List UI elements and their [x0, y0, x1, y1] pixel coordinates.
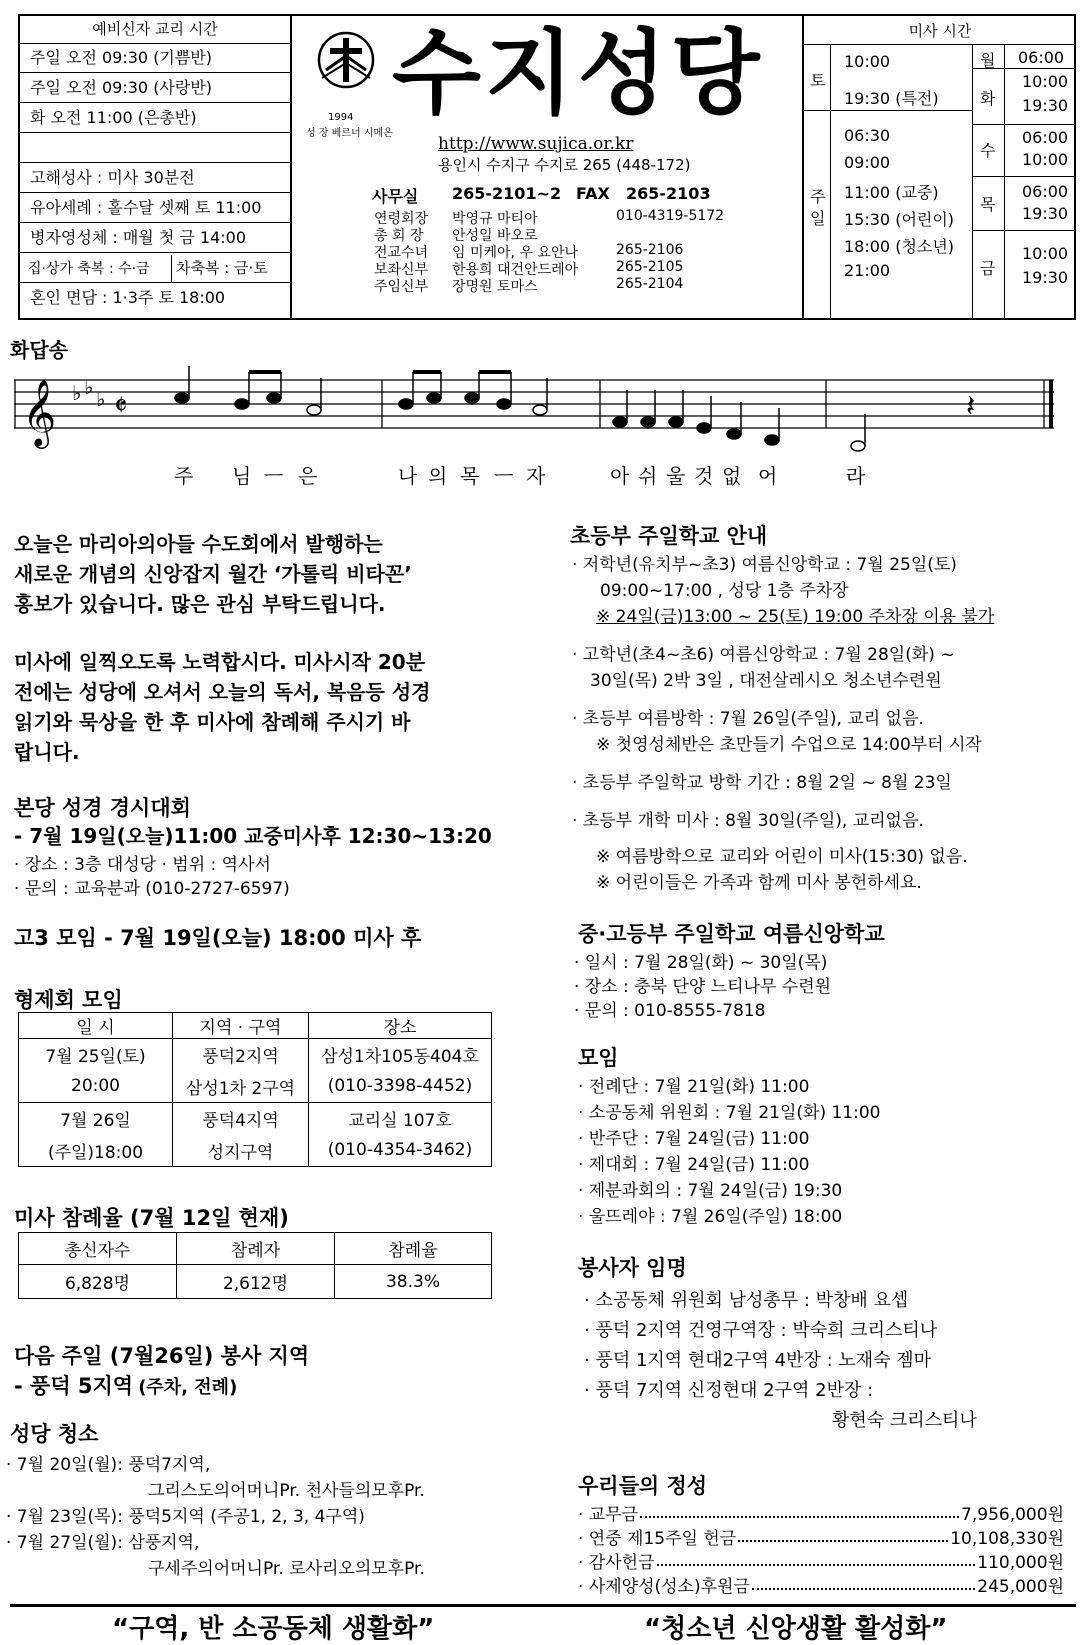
staff-phone: 265-2105: [616, 259, 684, 275]
confession-row: 고해성사 : 미사 30분전: [20, 164, 290, 193]
mass-notice-line: 읽기와 묵상을 한 후 미사에 참례해 주시기 바: [14, 710, 411, 734]
house-blessing: 집·상가 축복 : 수·금: [20, 255, 172, 283]
bulletin-header: [18, 14, 1076, 320]
staff-phone: 010-4319-5172: [616, 208, 725, 224]
offering-row: [578, 1572, 1064, 1596]
table-header: 지역 · 구역: [173, 1013, 309, 1039]
weekday-label: 월: [980, 51, 996, 70]
fax-number: 265-2103: [626, 184, 711, 203]
elementary-line: · 고학년(초4~초6) 여름신앙학교 : 7월 28일(화) ~: [572, 645, 955, 665]
staff-name: 박영규 마티아: [452, 211, 538, 227]
parish-address: 용인시 수지구 수지로 265 (448-172): [438, 156, 691, 174]
staff-role: 전교수녀: [374, 245, 429, 261]
intro-line: 오늘은 마리아의아들 수도회에서 발행하는: [14, 532, 383, 556]
cleaning-line: · 7월 23일(목): 풍덕5지역 (주공1, 2, 3, 4구역): [6, 1507, 365, 1527]
staff-role: 총 회 장: [374, 228, 424, 244]
attendance-table: [18, 1232, 492, 1299]
elementary-line: 09:00~17:00 , 성당 1층 주차장: [600, 581, 849, 601]
next-service-area-note: (주차, 전례): [138, 1377, 238, 1398]
staff-name: 임 미케아, 우 요안나: [452, 245, 578, 261]
lyric-syllable: 울: [666, 464, 686, 488]
fax-label: FAX: [576, 184, 610, 203]
sun-time: 21:00: [844, 261, 891, 280]
elementary-line: · 초등부 주일학교 방학 기간 : 8월 2일 ~ 8월 23일: [572, 773, 952, 793]
attendance-title: 미사 참례율 (7월 12일 현재): [14, 1206, 289, 1230]
elementary-line: 30일(목) 2박 3일 , 대전살레시오 청소년수련원: [590, 671, 942, 691]
mass-notice-line: 미사에 일찍오도록 노력합시다. 미사시작 20분: [14, 650, 426, 674]
meeting-line: · 반주단 : 7월 24일(금) 11:00: [578, 1129, 810, 1149]
table-cell: 교리실 107호: [309, 1103, 492, 1135]
svg-text:𝄵: 𝄵: [114, 389, 128, 424]
svg-text:♭: ♭: [72, 381, 82, 405]
elementary-line: ※ 어린이들은 가족과 함께 미사 봉헌하세요.: [596, 873, 922, 893]
staff-role: 연령회장: [374, 211, 429, 227]
elementary-line: ※ 24일(금)13:00 ~ 25(토) 19:00 주차장 이용 불가: [596, 607, 995, 627]
footer-motto-left: “구역, 반 소공동체 생활화”: [112, 1614, 435, 1644]
intro-line: 홍보가 있습니다. 많은 관심 부탁드립니다.: [14, 592, 386, 616]
appointment-line: · 풍덕 2지역 건영구역장 : 박숙희 크리스티나: [584, 1320, 938, 1341]
sun-label: 주일: [810, 187, 826, 228]
sick-communion-row: 병자영성체 : 매월 첫 금 14:00: [20, 224, 290, 253]
sat-label: 토: [810, 71, 826, 90]
table-cell: 38.3%: [335, 1265, 492, 1299]
brothers-title: 형제회 모임: [14, 988, 123, 1012]
table-cell: 삼성1차105동404호: [309, 1039, 492, 1071]
weekday-time: 06:00: [1018, 48, 1065, 67]
lyric-syllable: ㅡ: [494, 464, 514, 488]
cleaning-line: · 7월 27일(월): 삼풍지역,: [6, 1533, 200, 1553]
table-header: 참례율: [335, 1233, 492, 1265]
offering-row: [578, 1524, 1064, 1548]
offering-label: · 감사헌금: [578, 1553, 655, 1573]
sun-time: 11:00 (교중): [844, 183, 939, 202]
table-header: 참례자: [177, 1233, 335, 1265]
table-header: 일 시: [19, 1013, 173, 1039]
weekday-label: 화: [980, 89, 996, 108]
table-cell: 삼성1차 2구역: [173, 1071, 309, 1103]
table-cell: (주일)18:00: [19, 1135, 173, 1167]
cleaning-title: 성당 청소: [10, 1422, 99, 1446]
meeting-line: · 울뜨레야 : 7월 26일(주일) 18:00: [578, 1207, 843, 1227]
mass-notice-line: 랍니다.: [14, 740, 80, 764]
weekday-label: 수: [980, 141, 996, 160]
middle-high-line: · 장소 : 충북 단양 느티나무 수련원: [574, 977, 832, 997]
svg-text:𝄽: 𝄽: [966, 389, 976, 424]
meetings-title: 모임: [578, 1046, 619, 1070]
elementary-title: 초등부 주일학교 안내: [570, 524, 768, 548]
elementary-line: ※ 첫영성체반은 초만들기 수업으로 14:00부터 시작: [596, 735, 982, 755]
lyric-syllable: 나: [398, 464, 418, 488]
svg-text:♭: ♭: [96, 387, 106, 411]
next-service-title: 다음 주일 (7월26일) 봉사 지역: [14, 1344, 310, 1368]
next-service-area: [14, 1370, 237, 1400]
elementary-line: · 초등부 개학 미사 : 8월 30일(주일), 교리없음.: [572, 811, 924, 831]
offering-amount: 110,000원: [977, 1553, 1064, 1573]
catechism-row-1: 주일 오전 09:30 (기쁨반): [20, 44, 290, 73]
marriage-row: 혼인 면담 : 1·3주 토 18:00: [30, 288, 226, 307]
intro-line: 새로운 개념의 신앙잡지 월간 ‘가톨릭 비타꼰’: [14, 562, 412, 586]
lyric-syllable: ㅡ: [264, 464, 284, 488]
parish-logo-icon: [316, 30, 376, 116]
bible-contest-date: - 7월 19일(오늘)11:00 교중미사후 12:30~13:20: [14, 824, 492, 848]
parish-url[interactable]: http://www.sujica.or.kr: [438, 134, 634, 154]
elementary-line: · 저학년(유치부~초3) 여름신앙학교 : 7월 25일(토): [572, 555, 957, 575]
catechism-row-2: 주일 오전 09:30 (사랑반): [20, 74, 290, 103]
middle-high-title: 중·고등부 주일학교 여름신앙학교: [578, 922, 885, 946]
lyric-syllable: 목: [460, 464, 480, 488]
lyric-syllable: 은: [298, 464, 318, 488]
offering-title: 우리들의 정성: [578, 1474, 708, 1498]
offering-amount: 10,108,330원: [950, 1529, 1064, 1549]
meeting-line: · 제분과회의 : 7월 24일(금) 19:30: [578, 1181, 843, 1201]
next-service-area-name: - 풍덕 5지역: [14, 1374, 134, 1398]
svg-text:𝄞: 𝄞: [22, 378, 57, 446]
catechism-row-3: 화 오전 11:00 (은총반): [20, 104, 290, 133]
mass-notice-line: 전에는 성당에 오셔서 오늘의 독서, 복음등 성경: [14, 680, 431, 704]
lyric-syllable: 님: [232, 464, 252, 488]
weekday-time: 19:30: [1022, 96, 1069, 115]
svg-text:♭: ♭: [84, 375, 94, 399]
parish-info: [292, 16, 802, 318]
weekday-time: 06:00: [1022, 128, 1069, 147]
weekday-label: 금: [980, 259, 996, 278]
lyric-syllable: 라: [846, 464, 866, 488]
bible-contest-contact: · 문의 : 교육분과 (010-2727-6597): [14, 879, 290, 899]
staff-name: 안성일 바오로: [452, 228, 538, 244]
table-cell: 6,828명: [19, 1265, 177, 1299]
parish-title: 수지성당: [392, 20, 764, 127]
lyric-syllable: 어: [758, 464, 778, 488]
weekday-time: 19:30: [1022, 268, 1069, 287]
offering-row: [578, 1548, 1064, 1572]
weekday-time: 06:00: [1022, 182, 1069, 201]
footer-motto-right: “청소년 신앙생활 활성화”: [644, 1614, 948, 1644]
sat-time: 19:30 (특전): [844, 89, 939, 108]
sat-time: 10:00: [844, 52, 891, 71]
cleaning-line: 구세주의어머니Pr. 로사리오의모후Pr.: [148, 1559, 425, 1579]
meeting-line: · 소공동체 위원회 : 7월 21일(화) 11:00: [578, 1103, 881, 1123]
staff-phone: 265-2106: [616, 242, 684, 258]
baptism-row: 유아세례 : 홀수달 셋째 토 11:00: [20, 194, 290, 223]
weekday-time: 10:00: [1022, 72, 1069, 91]
logo-caption: 성 장 베르너 시메온: [306, 128, 393, 139]
elementary-line: · 초등부 여름방학 : 7월 26일(주일), 교리 없음.: [572, 709, 924, 729]
mass-times-box: [802, 16, 1076, 318]
lyric-syllable: 것: [694, 464, 714, 488]
middle-high-line: · 문의 : 010-8555-7818: [574, 1001, 766, 1021]
catechism-title: 예비신자 교리 시간: [20, 16, 290, 44]
table-cell: 7월 25일(토): [19, 1039, 173, 1071]
staff-role: 보좌신부: [374, 262, 429, 278]
offering-label: · 교무금: [578, 1505, 639, 1525]
lyric-syllable: 아: [610, 464, 630, 488]
elementary-line: ※ 여름방학으로 교리와 어린이 미사(15:30) 없음.: [596, 847, 968, 867]
lyric-syllable: 의: [428, 464, 448, 488]
table-header: 장소: [309, 1013, 492, 1039]
catechism-row-blank: [20, 134, 290, 163]
table-cell: 풍덕4지역: [173, 1103, 309, 1135]
blessing-row: [20, 254, 290, 283]
logo-year: 1994: [328, 112, 354, 123]
middle-high-line: · 일시 : 7월 28일(화) ~ 30일(목): [574, 953, 828, 973]
office-label: 사무실: [372, 187, 419, 206]
appointment-line: · 풍덕 7지역 신정현대 2구역 2반장 :: [584, 1380, 874, 1401]
car-blessing: 차축복 : 금·토: [176, 259, 268, 277]
staff-name: 한용희 대건안드레아: [452, 262, 579, 278]
lyric-syllable: 주: [174, 464, 194, 488]
meeting-line: · 제대회 : 7월 24일(금) 11:00: [578, 1155, 810, 1175]
weekday-label: 목: [980, 195, 996, 214]
office-phone: 265-2101~2: [452, 184, 562, 203]
lyric-syllable: 쉬: [638, 464, 658, 488]
appointment-line: · 소공동체 위원회 남성총무 : 박창배 요셉: [584, 1290, 909, 1311]
bible-contest-place: · 장소 : 3층 대성당 · 범위 : 역사서: [14, 855, 271, 875]
sun-time: 15:30 (어린이): [844, 210, 955, 229]
brothers-table: [18, 1012, 492, 1167]
offering-amount: 7,956,000원: [961, 1505, 1064, 1525]
table-cell: (010-3398-4452): [309, 1071, 492, 1103]
appointment-title: 봉사자 임명: [578, 1256, 687, 1280]
lyric-syllable: 자: [526, 464, 546, 488]
staff-phone: 265-2104: [616, 276, 684, 292]
table-cell: 풍덕2지역: [173, 1039, 309, 1071]
appointment-line: 황현숙 크리스티나: [832, 1410, 977, 1431]
cleaning-line: · 7월 20일(월): 풍덕7지역,: [6, 1455, 211, 1475]
bible-contest-title: 본당 성경 경시대회: [14, 796, 191, 820]
table-cell: 7월 26일: [19, 1103, 173, 1135]
offering-amount: 245,000원: [977, 1577, 1064, 1597]
sun-time: 06:30: [844, 126, 891, 145]
table-header: 총신자수: [19, 1233, 177, 1265]
offering-row: [578, 1500, 1064, 1524]
staff-name: 장명원 토마스: [452, 279, 538, 295]
table-cell: 성지구역: [173, 1135, 309, 1167]
catechism-box: [20, 16, 292, 318]
appointment-line: · 풍덕 1지역 현대2구역 4반장 : 노재숙 젬마: [584, 1350, 932, 1371]
staff-role: 주임신부: [374, 279, 429, 295]
weekday-time: 19:30: [1022, 204, 1069, 223]
weekday-time: 10:00: [1022, 150, 1069, 169]
table-cell: (010-4354-3462): [309, 1135, 492, 1167]
sun-time: 09:00: [844, 153, 891, 172]
go3-meeting: 고3 모임 - 7월 19일(오늘) 18:00 미사 후: [14, 926, 422, 950]
cleaning-line: 그리스도의어머니Pr. 천사들의모후Pr.: [148, 1481, 425, 1501]
psalm-title: 화답송: [10, 338, 68, 362]
meeting-line: · 전례단 : 7월 21일(화) 11:00: [578, 1077, 810, 1097]
mass-title: 미사 시간: [908, 22, 972, 40]
footer-divider: [10, 1604, 1076, 1607]
offering-label: · 연중 제15주일 헌금: [578, 1529, 737, 1549]
table-cell: 2,612명: [177, 1265, 335, 1299]
lyric-syllable: 없: [722, 464, 742, 488]
sun-time: 18:00 (청소년): [844, 237, 955, 256]
table-cell: 20:00: [19, 1071, 173, 1103]
weekday-time: 10:00: [1022, 244, 1069, 263]
offering-label: · 사제양성(성소)후원금: [578, 1577, 750, 1597]
